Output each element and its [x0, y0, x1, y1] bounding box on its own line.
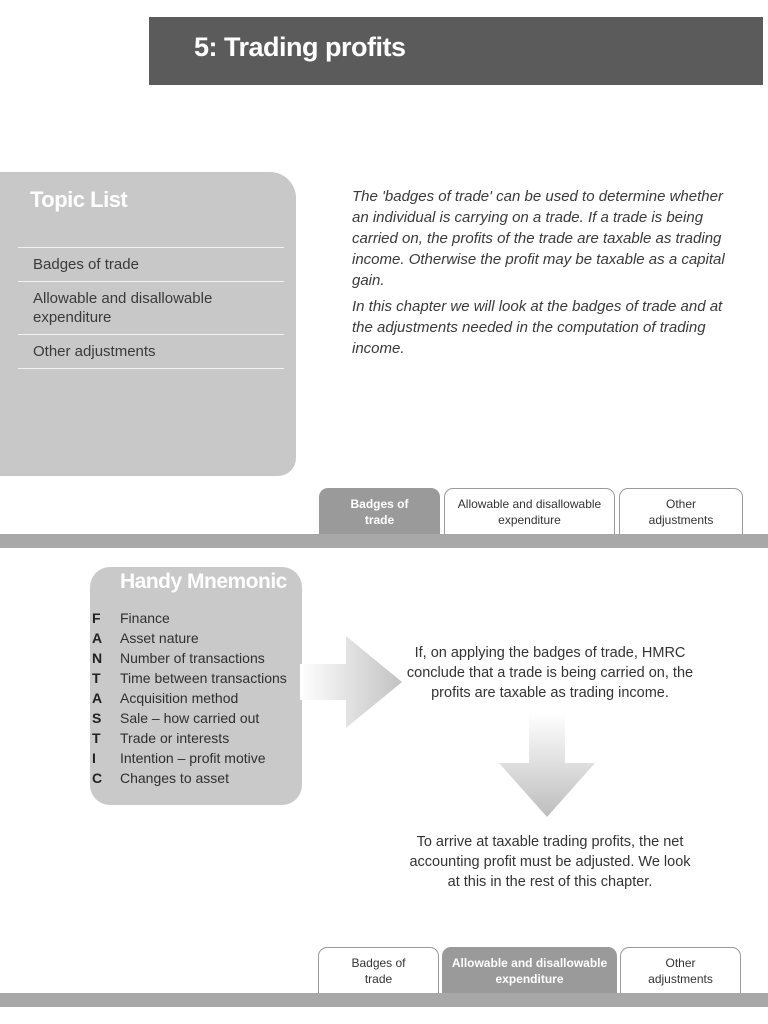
topic-list — [18, 247, 284, 369]
mnemonic-item — [92, 768, 287, 788]
mnemonic-heading: Handy Mnemonic — [120, 570, 287, 593]
mnemonic-letter: I — [92, 750, 96, 766]
mnemonic-letter: T — [92, 730, 101, 746]
mnemonic-text: Asset nature — [120, 630, 199, 646]
tab-badges-of-trade[interactable] — [319, 488, 440, 534]
tab-label: Allowable and disallowable expenditure — [457, 496, 602, 527]
mnemonic-letter: F — [92, 610, 101, 626]
tab-allowable-expenditure[interactable] — [444, 488, 615, 534]
tab-badges-of-trade[interactable] — [318, 947, 439, 993]
topic-item-badges-of-trade[interactable]: Badges of trade — [18, 248, 284, 282]
mnemonic-text: Finance — [120, 610, 170, 626]
tab-label: Badges of trade — [351, 955, 406, 986]
mnemonic-letter: S — [92, 710, 102, 726]
mnemonic-text: Intention – profit motive — [120, 750, 266, 766]
mnemonic-item — [92, 608, 287, 628]
mnemonic-list — [92, 608, 287, 788]
mnemonic-letter: C — [92, 770, 103, 786]
mnemonic-item — [92, 648, 287, 668]
mnemonic-text: Changes to asset — [120, 770, 229, 786]
chapter-title: 5: Trading profits — [194, 32, 406, 62]
arrow-down-icon — [497, 713, 597, 819]
tab-label: Badges of trade — [350, 496, 409, 527]
mnemonic-item — [92, 748, 287, 768]
mnemonic-text: Number of transactions — [120, 650, 265, 666]
arrow-right-icon — [300, 632, 404, 732]
mnemonic-text: Time between transactions — [120, 670, 287, 686]
section-divider-band — [0, 534, 768, 548]
mnemonic-letter: T — [92, 670, 101, 686]
mnemonic-item — [92, 668, 287, 688]
tab-label: Allowable and disallowable expenditure — [451, 955, 608, 986]
chapter-title-bar — [149, 17, 763, 85]
mnemonic-item — [92, 728, 287, 748]
mnemonic-text: Sale – how carried out — [120, 710, 260, 726]
mnemonic-item — [92, 688, 287, 708]
flow-step-1: If, on applying the badges of trade, HMRC conclude that a trade is being carried on, the profits are taxable as trading income. — [406, 645, 694, 701]
tab-label: Other adjustments — [648, 955, 713, 986]
topic-list-panel — [0, 172, 296, 476]
section-tabs-top — [0, 488, 768, 548]
topic-list-heading: Topic List — [30, 187, 128, 212]
topic-item-other-adjustments[interactable]: Other adjustments — [18, 335, 284, 369]
tab-allowable-expenditure[interactable] — [442, 947, 617, 993]
tab-other-adjustments[interactable] — [619, 488, 743, 534]
flow-step-2: To arrive at taxable trading profits, the net accounting profit must be adjusted. We look at this in the rest of this chapter. — [409, 834, 691, 890]
mnemonic-item — [92, 628, 287, 648]
tab-other-adjustments[interactable] — [620, 947, 741, 993]
section-tabs-bottom — [0, 947, 768, 1007]
section-divider-band — [0, 993, 768, 1007]
mnemonic-text: Trade or interests — [120, 730, 230, 746]
tab-label: Other adjustments — [648, 496, 714, 527]
mnemonic-text: Acquisition method — [120, 690, 239, 706]
mnemonic-letter: A — [92, 630, 103, 646]
mnemonic-letter: N — [92, 650, 103, 666]
mnemonic-item — [92, 708, 287, 728]
chapter-introduction — [352, 186, 737, 364]
topic-item-allowable-expenditure[interactable]: Allowable and disallowable expenditure — [18, 282, 284, 335]
intro-paragraph: In this chapter we will look at the badges of trade and at the adjustments needed in the computation of trading income. — [352, 298, 723, 357]
intro-paragraph: The 'badges of trade' can be used to determine whether an individual is carrying on a trade. If a trade is being carried on, the profits of the trade are taxable as trading income. Otherwise the profit may be taxable as a capital gain. — [352, 188, 725, 289]
mnemonic-letter: A — [92, 690, 103, 706]
